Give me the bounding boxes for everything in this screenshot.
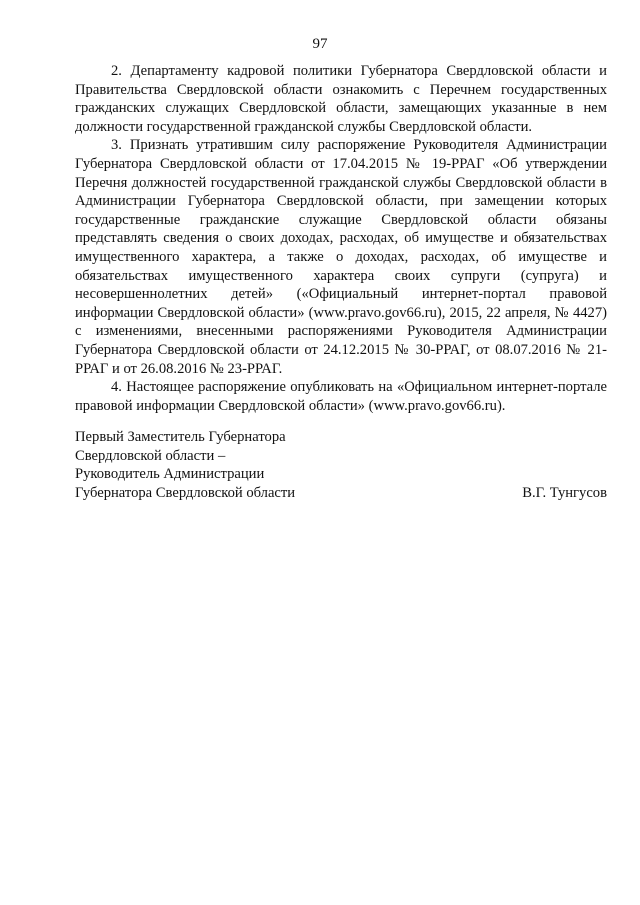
signer-name: В.Г. Тунгусов	[522, 484, 607, 501]
signer-title-line-4: Губернатора Свердловской области	[75, 484, 296, 501]
signer-title-line-3: Руководитель Администрации	[75, 466, 265, 483]
paragraph-2: 2. Департаменту кадровой политики Губернатора Свердловской области и Правительства Свердловской области ознакомить с Перечнем государственных гражданских служащих Свердловской области, замещающих указанные в нем должности государственной гражданской службы Свердловской области.	[75, 63, 607, 135]
signer-title-line-1: Первый Заместитель Губернатора	[75, 429, 286, 445]
paragraph-4: 4. Настоящее распоряжение опубликовать на «Официальном интернет-портале правовой информации Свердловской области» (www.pravo.gov66.ru).	[75, 379, 607, 414]
paragraph-3: 3. Признать утратившим силу распоряжение Руководителя Администрации Губернатора Свердловской области от 17.04.2015 № 19-РРАГ «Об утверждении Перечня должностей государственной гражданской службы Свердловской области в Администрации Губернатора Свердловской области, при замещении которых государственные гражданские служащие Свердловской области обязаны представлять сведения о своих доходах, расходах, об имуществе и обязательствах имущественного характера, а также о доходах, расходах, об имуществе и обязательствах имущественного характера своих супруги (супруга) и несовершеннолетних детей» («Официальный интернет-портал правовой информации Свердловской области» (www.pravo.gov66.ru), 2015, 22 апреля, № 4427) с изменениями, внесенными распоряжениями Руководителя Администрации Губернатора Свердловской области от 24.12.2015 № 30-РРАГ, от 08.07.2016 № 21-РРАГ и от 26.08.2016 № 23-РРАГ.	[75, 137, 607, 377]
document-body	[75, 62, 607, 415]
signer-title-line-2: Свердловской области –	[75, 447, 226, 464]
page-number: 97	[312, 36, 328, 52]
signer-final-row	[75, 484, 607, 503]
signature-block	[75, 428, 607, 502]
